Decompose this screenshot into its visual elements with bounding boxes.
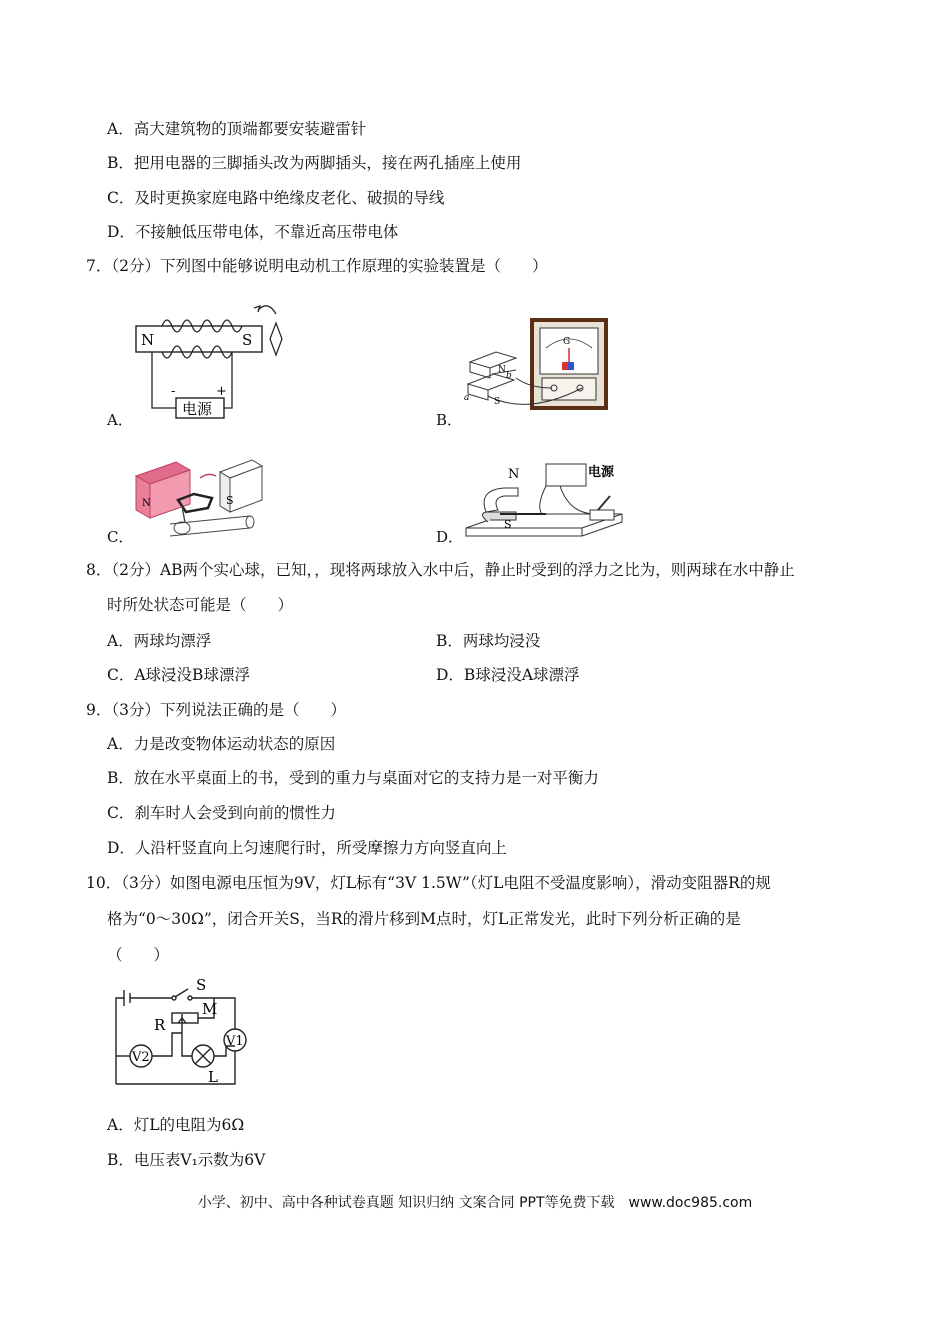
q9-option-b: B．放在水平桌面上的书，受到的重力与桌面对它的支持力是一对平衡力 — [107, 769, 599, 787]
q6-option-a: A．高大建筑物的顶端都要安装避雷针 — [107, 120, 367, 138]
fig-a-minus: - — [171, 384, 176, 399]
page-footer: 小学、初中、高中各种试卷真题 知识归纳 文案合同 PPT等免费下载 www.doc985.com — [197, 1195, 753, 1211]
q6-option-b: B．把用电器的三脚插头改为两脚插头，接在两孔插座上使用 — [107, 154, 522, 172]
q10-stem-line1: 10．（3分）如图电源电压恒为9V，灯L标有“3V 1.5W”（灯L电阻不受温度影响），滑动变阻器R的规 — [86, 874, 771, 892]
q6-option-d: D．不接触低压带电体，不靠近高压带电体 — [107, 223, 399, 241]
fig-d-s-label: S — [504, 518, 512, 531]
fig-b-a-label: a — [464, 393, 470, 403]
circuit-l-label: L — [208, 1068, 218, 1086]
fig-b-b-label: b — [506, 371, 512, 381]
circuit-r-label: R — [154, 1016, 166, 1034]
circuit-s-label: S — [196, 978, 207, 994]
fig-a-s-label: S — [242, 331, 253, 349]
q6-option-c: C．及时更换家庭电路中绝缘皮老化、破损的导线 — [107, 189, 445, 207]
q8-option-b: B．两球均浸没 — [436, 632, 541, 650]
fig-a-power-label: 电源 — [182, 400, 213, 418]
q7-label-a: A． — [107, 411, 133, 429]
q7-label-b: B． — [436, 411, 463, 429]
fig-b-n-label: N — [498, 365, 506, 375]
q8-stem-line1: 8．（2分）AB两个实心球，已知，，现将两球放入水中后，静止时受到的浮力之比为，则两球在水中静止 — [86, 561, 795, 579]
q10-circuit-diagram — [110, 978, 260, 1090]
q8-option-a: A．两球均漂浮 — [107, 632, 212, 650]
q7-figure-c — [130, 448, 270, 546]
q9-option-c: C．刹车时人会受到向前的惯性力 — [107, 804, 336, 822]
circuit-v2-label: V2 — [132, 1050, 150, 1065]
fig-b-g-label: G — [563, 337, 571, 347]
q8-option-c: C．A球浸没B球漂浮 — [107, 666, 250, 684]
q7-label-d: D． — [436, 528, 464, 546]
q7-figure-a — [130, 296, 290, 421]
q9-option-d: D．人沿杆竖直向上匀速爬行时，所受摩擦力方向竖直向上 — [107, 839, 507, 857]
fig-b-s-label: S — [494, 397, 501, 407]
q9-option-a: A．力是改变物体运动状态的原因 — [107, 735, 336, 753]
q10-stem-line2: 格为“0～30Ω”，闭合开关S，当R的滑片移到M点时，灯L正常发光，此时下列分析正确的是 — [107, 910, 741, 928]
q7-figure-d — [460, 458, 630, 544]
fig-d-n-label: N — [508, 467, 520, 482]
fig-c-n-label: N — [142, 498, 151, 509]
fig-a-n-label: N — [141, 331, 155, 349]
q10-option-a: A．灯L的电阻为6Ω — [107, 1116, 245, 1134]
q8-stem-line2: 时所处状态可能是（ ） — [107, 596, 294, 614]
q7-stem: 7．（2分）下列图中能够说明电动机工作原理的实验装置是（ ） — [86, 257, 548, 275]
fig-a-plus: + — [216, 384, 227, 399]
fig-c-s-label: S — [226, 494, 234, 507]
q7-label-c: C． — [107, 528, 134, 546]
q10-option-b: B．电压表V₁示数为6V — [107, 1151, 266, 1169]
q10-stem-line3: （ ） — [107, 946, 170, 964]
q9-stem: 9．（3分）下列说法正确的是（ ） — [86, 701, 346, 719]
circuit-v1-label: V1 — [226, 1034, 244, 1049]
q7-figure-b — [462, 318, 612, 414]
q8-option-d: D．B球浸没A球漂浮 — [436, 666, 580, 684]
fig-d-power-label: 电源 — [588, 465, 615, 480]
circuit-m-label: M — [202, 1000, 218, 1018]
